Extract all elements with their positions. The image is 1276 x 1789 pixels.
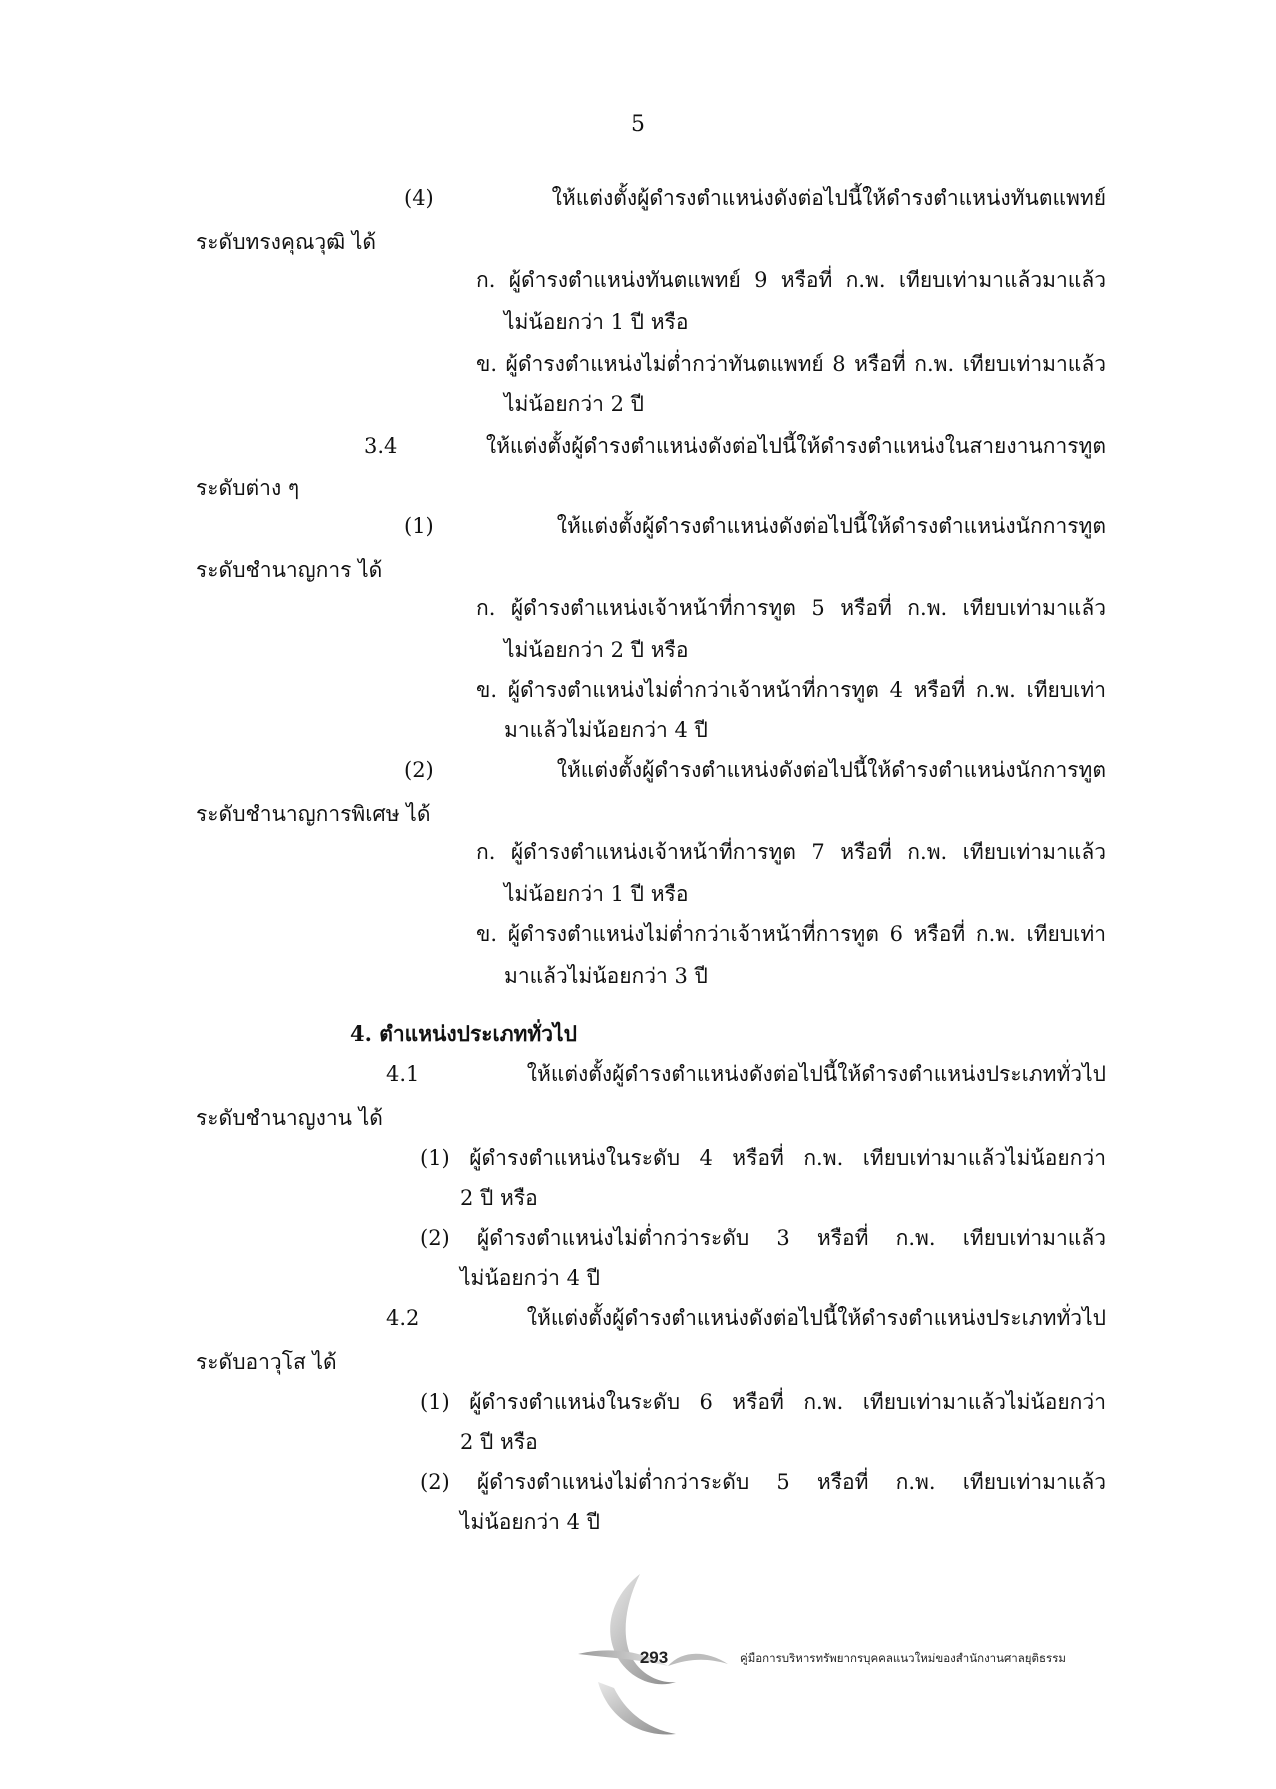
text-line: มาแล้วไม่น้อยกว่า 3 ปี [504,964,708,988]
text-line: ระดับชำนาญการพิเศษ ได้ [196,802,431,826]
text-line: (4) ให้แต่งตั้งผู้ดำรงตำแหน่งดังต่อไปนี้ให้ดำรงตำแหน่งทันตแพทย์ [404,186,1106,210]
section-heading: 4. ตำแหน่งประเภททั่วไป [350,1021,577,1046]
text-line: ระดับอาวุโส ได้ [196,1350,337,1374]
text-line: ไม่น้อยกว่า 2 ปี [504,392,645,416]
text-line: ระดับทรงคุณวุฒิ ได้ [196,230,377,254]
text-line: (2) ผู้ดำรงตำแหน่งไม่ต่ำกว่าระดับ 5 หรือที่ ก.พ. เทียบเท่ามาแล้ว [420,1470,1106,1494]
text-line: 4.1 ให้แต่งตั้งผู้ดำรงตำแหน่งดังต่อไปนี้ให้ดำรงตำแหน่งประเภททั่วไป [386,1062,1106,1086]
text-line: ข. ผู้ดำรงตำแหน่งไม่ต่ำกว่าเจ้าหน้าที่การทูต 4 หรือที่ ก.พ. เทียบเท่า [476,678,1106,702]
text-line: ไม่น้อยกว่า 1 ปี หรือ [504,310,689,334]
text-line: (2) ให้แต่งตั้งผู้ดำรงตำแหน่งดังต่อไปนี้ให้ดำรงตำแหน่งนักการทูต [404,758,1106,782]
text-line: 4.2 ให้แต่งตั้งผู้ดำรงตำแหน่งดังต่อไปนี้ให้ดำรงตำแหน่งประเภททั่วไป [386,1306,1106,1330]
text-line: (1) ผู้ดำรงตำแหน่งในระดับ 4 หรือที่ ก.พ. เทียบเท่ามาแล้วไม่น้อยกว่า [420,1146,1106,1170]
footer-page-number: 293 [639,1648,669,1667]
text-line: 2 ปี หรือ [460,1186,538,1210]
text-line: ไม่น้อยกว่า 4 ปี [460,1510,601,1534]
text-line: ข. ผู้ดำรงตำแหน่งไม่ต่ำกว่าเจ้าหน้าที่การทูต 6 หรือที่ ก.พ. เทียบเท่า [476,922,1106,946]
text-line: ระดับชำนาญการ ได้ [196,558,383,582]
text-line: (1) ให้แต่งตั้งผู้ดำรงตำแหน่งดังต่อไปนี้ให้ดำรงตำแหน่งนักการทูต [404,514,1106,538]
text-line: 2 ปี หรือ [460,1430,538,1454]
text-line: ข. ผู้ดำรงตำแหน่งไม่ต่ำกว่าทันตแพทย์ 8 หรือที่ ก.พ. เทียบเท่ามาแล้ว [476,352,1106,376]
text-line: ระดับชำนาญงาน ได้ [196,1106,383,1130]
page-number: 5 [631,112,645,137]
text-line: ไม่น้อยกว่า 4 ปี [460,1266,601,1290]
text-line: (2) ผู้ดำรงตำแหน่งไม่ต่ำกว่าระดับ 3 หรือที่ ก.พ. เทียบเท่ามาแล้ว [420,1226,1106,1250]
text-line: ไม่น้อยกว่า 1 ปี หรือ [504,882,689,906]
footer-title: คู่มือการบริหารทรัพยากรบุคคลแนวใหม่ของสำนักงานศาลยุติธรรม [740,1653,1066,1665]
text-line: 3.4 ให้แต่งตั้งผู้ดำรงตำแหน่งดังต่อไปนี้ให้ดำรงตำแหน่งในสายงานการทูต [364,434,1106,458]
text-line: ระดับต่าง ๆ [196,476,300,500]
text-line: ก. ผู้ดำรงตำแหน่งเจ้าหน้าที่การทูต 5 หรือที่ ก.พ. เทียบเท่ามาแล้ว [476,596,1106,620]
text-line: ก. ผู้ดำรงตำแหน่งเจ้าหน้าที่การทูต 7 หรือที่ ก.พ. เทียบเท่ามาแล้ว [476,840,1106,864]
text-line: ไม่น้อยกว่า 2 ปี หรือ [504,638,689,662]
text-line: ก. ผู้ดำรงตำแหน่งทันตแพทย์ 9 หรือที่ ก.พ. เทียบเท่ามาแล้วมาแล้ว [476,268,1106,292]
text-line: (1) ผู้ดำรงตำแหน่งในระดับ 6 หรือที่ ก.พ. เทียบเท่ามาแล้วไม่น้อยกว่า [420,1390,1106,1414]
text-line: มาแล้วไม่น้อยกว่า 4 ปี [504,718,708,742]
